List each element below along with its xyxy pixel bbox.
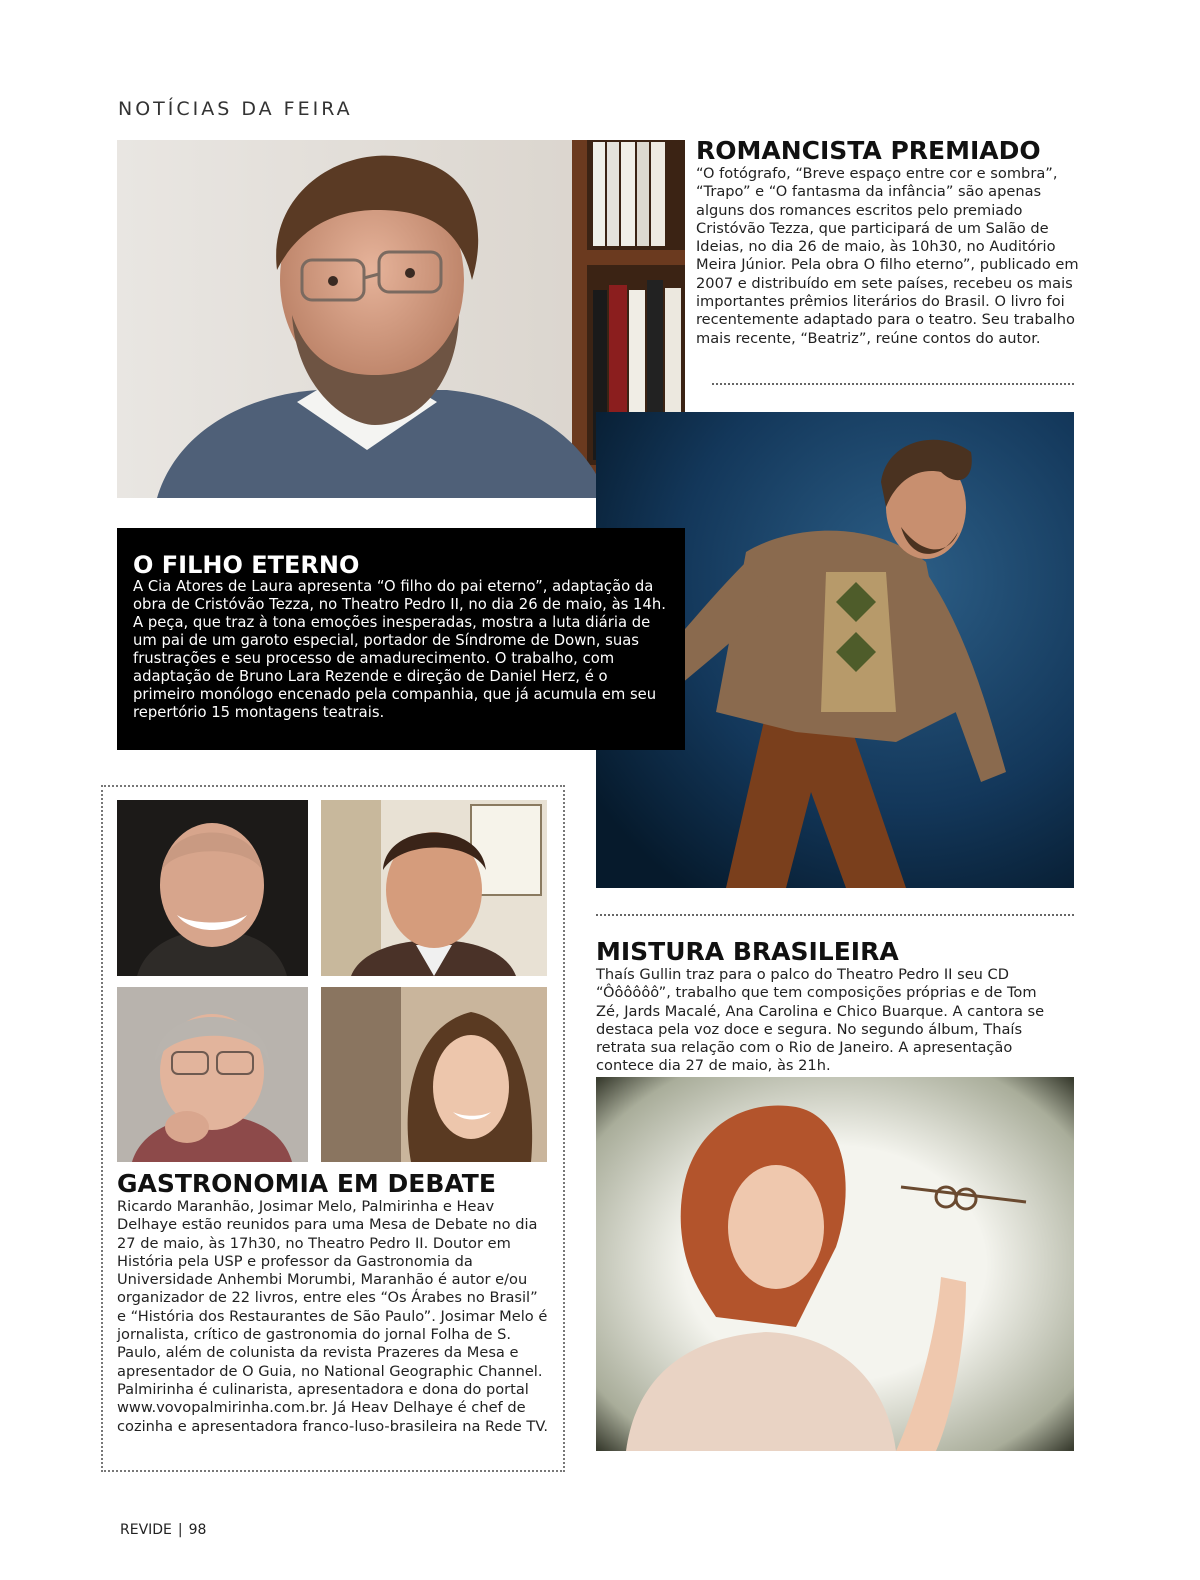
- magazine-name: REVIDE: [120, 1522, 172, 1538]
- ricardo-maranhao-photo: [117, 800, 308, 976]
- josimar-melo-photo: [321, 800, 547, 976]
- divider-dotted: [596, 914, 1074, 916]
- romancista-body: “O fotógrafo, “Breve espaço entre cor e sombra”, “Trapo” e “O fantasma da infância” são apenas alguns dos romances escritos pelo premiado Cristóvão Tezza, que participará de um Salão de Ideias, no dia 26 de maio, às 10h30, no Auditório Meira Júnior. Pela obra O filho eterno”, publicado em 2007 e distribuído em sete países, recebeu os mais importantes prêmios literários do Brasil. O livro foi recentemente adaptado para o teatro. Seu trabalho mais recente, “Beatriz”, reúne contos do autor.: [696, 165, 1079, 347]
- palmirinha-photo: [117, 987, 308, 1162]
- filho-eterno-body: A Cia Atores de Laura apresenta “O filho do pai eterno”, adaptação da obra de Cristóvão Tezza, no Theatro Pedro II, no dia 26 de maio, às 14h. A peça, que traz à tona emoções inesperadas, mostra a luta diária de um pai de um garoto especial, portador de Síndrome de Down, suas frustrações e seu processo de amadurecimento. O trabalho, com adaptação de Bruno Lara Rezende e direção de Daniel Herz, é o primeiro monólogo encenado pela companhia, que já acumula em seu repertório 15 montagens teatrais.: [133, 578, 666, 721]
- page-footer: [120, 1522, 206, 1538]
- romancista-title: ROMANCISTA PREMIADO: [696, 136, 1041, 165]
- filho-eterno-title: O FILHO ETERNO: [133, 551, 360, 579]
- mistura-article: [596, 938, 1062, 1076]
- footer-separator: |: [177, 1522, 183, 1538]
- divider-dotted: [712, 383, 1074, 385]
- mistura-title: MISTURA BRASILEIRA: [596, 937, 899, 966]
- gastronomia-article: [117, 1170, 549, 1436]
- gastronomia-title: GASTRONOMIA EM DEBATE: [117, 1169, 496, 1198]
- gastronomia-body: Ricardo Maranhão, Josimar Melo, Palmirinha e Heav Delhaye estão reunidos para uma Mesa de Debate no dia 27 de maio, às 17h30, no Theatro Pedro II. Doutor em História pela USP e professor da Gastronomia da Universidade Anhembi Morumbi, Maranhão é autor e/ou organizador de 22 livros, entre eles “Os Árabes no Brasil” e “História dos Restaurantes de São Paulo”. Josimar Melo é jornalista, crítico de gastronomia do jornal Folha de S. Paulo, além de colunista da revista Prazeres da Mesa e apresentador de O Guia, no National Geographic Channel. Palmirinha é culinarista, apresentadora e dona do portal www.vovopalmirinha.com.br. Já Heav Delhaye é chef de cozinha e apresentadora franco-luso-brasileira na Rede TV.: [117, 1198, 549, 1435]
- singer-photo: [596, 1077, 1074, 1451]
- filho-eterno-box: [117, 528, 685, 750]
- page-number: 98: [188, 1522, 207, 1538]
- section-label: NOTÍCIAS DA FEIRA: [118, 98, 353, 120]
- mistura-body: Thaís Gullin traz para o palco do Theatro Pedro II seu CD “Ôôôôôô”, trabalho que tem composições próprias e de Tom Zé, Jards Macalé, Ana Carolina e Chico Buarque. A cantora se destaca pela voz doce e segura. No segundo álbum, Thaís retrata sua relação com o Rio de Janeiro. A apresentação contece dia 27 de maio, às 21h.: [596, 966, 1045, 1075]
- heav-delhaye-photo: [321, 987, 547, 1162]
- romancista-article: [696, 137, 1088, 348]
